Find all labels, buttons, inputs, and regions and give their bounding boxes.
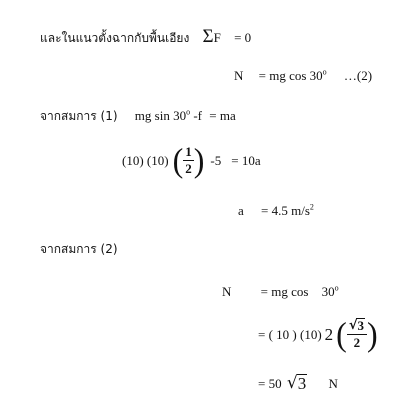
line-normal-force-restated <box>222 285 339 298</box>
degree-mark: o <box>322 67 327 77</box>
radicand: 3 <box>297 374 307 393</box>
radicand: 3 <box>357 318 364 334</box>
force-symbol: F <box>213 30 221 45</box>
square-root <box>287 374 307 392</box>
friction-term: -f <box>193 108 202 123</box>
right-paren: ) <box>366 315 378 353</box>
degree-mark: o <box>186 107 191 117</box>
line-acceleration-result <box>238 204 314 217</box>
line-perpendicular-condition <box>40 27 251 46</box>
fraction-root3-over-2 <box>347 318 367 349</box>
line-from-equation-2 <box>40 242 118 255</box>
minus-five: -5 <box>210 152 222 168</box>
left-paren: ( <box>172 141 184 179</box>
sigma-symbol: Σ <box>202 26 214 47</box>
thai-from-equation-2: จากสมการ (2) <box>40 242 118 256</box>
normal-force-rhs: = mg cos <box>260 284 309 299</box>
normal-force-symbol: N <box>234 68 244 83</box>
substitution-rhs: = 10a <box>231 152 261 168</box>
angle-value: 30 <box>321 284 335 299</box>
line-normal-force-eq <box>234 69 372 82</box>
degree-mark: o <box>334 283 339 293</box>
factor-two: 2 <box>324 324 334 344</box>
thai-from-equation-1: จากสมการ (1) <box>40 109 118 123</box>
acceleration-symbol: a <box>238 203 244 218</box>
radical-sign: √ <box>286 373 298 393</box>
substitution-factors: = ( 10 ) (10) <box>258 326 322 342</box>
left-paren: ( <box>336 315 347 353</box>
squared-exponent: 2 <box>309 202 314 212</box>
normal-force-symbol: N <box>222 284 232 299</box>
fraction-numerator <box>347 318 367 335</box>
line-from-equation-1 <box>40 109 236 122</box>
thai-heading-perpendicular: และในแนวตั้งฉากกับพื้นเอียง <box>40 31 190 45</box>
square-root <box>349 318 365 333</box>
fraction-denominator: 2 <box>185 160 192 176</box>
equation-tag-2: …(2) <box>343 68 373 83</box>
fraction-numerator: 1 <box>185 143 192 159</box>
fraction-one-half <box>183 145 194 175</box>
line-substitution <box>122 140 261 180</box>
line-normal-force-result <box>258 374 338 392</box>
result-value: = 50 <box>258 376 282 391</box>
line-normal-force-substitution <box>258 312 378 356</box>
normal-force-rhs: = mg cos 30 <box>258 68 323 83</box>
unit-newton: N <box>328 376 338 391</box>
substitution-factors: (10) (10) <box>122 152 169 168</box>
equation-1-expression: mg sin 30 <box>134 108 187 123</box>
equals-zero: = 0 <box>234 30 252 45</box>
fraction-denominator: 2 <box>353 335 361 350</box>
right-paren: ) <box>193 141 205 179</box>
equation-1-rhs: = ma <box>209 108 236 123</box>
acceleration-value: = 4.5 m/s <box>261 203 310 218</box>
radical-sign: √ <box>348 318 358 334</box>
